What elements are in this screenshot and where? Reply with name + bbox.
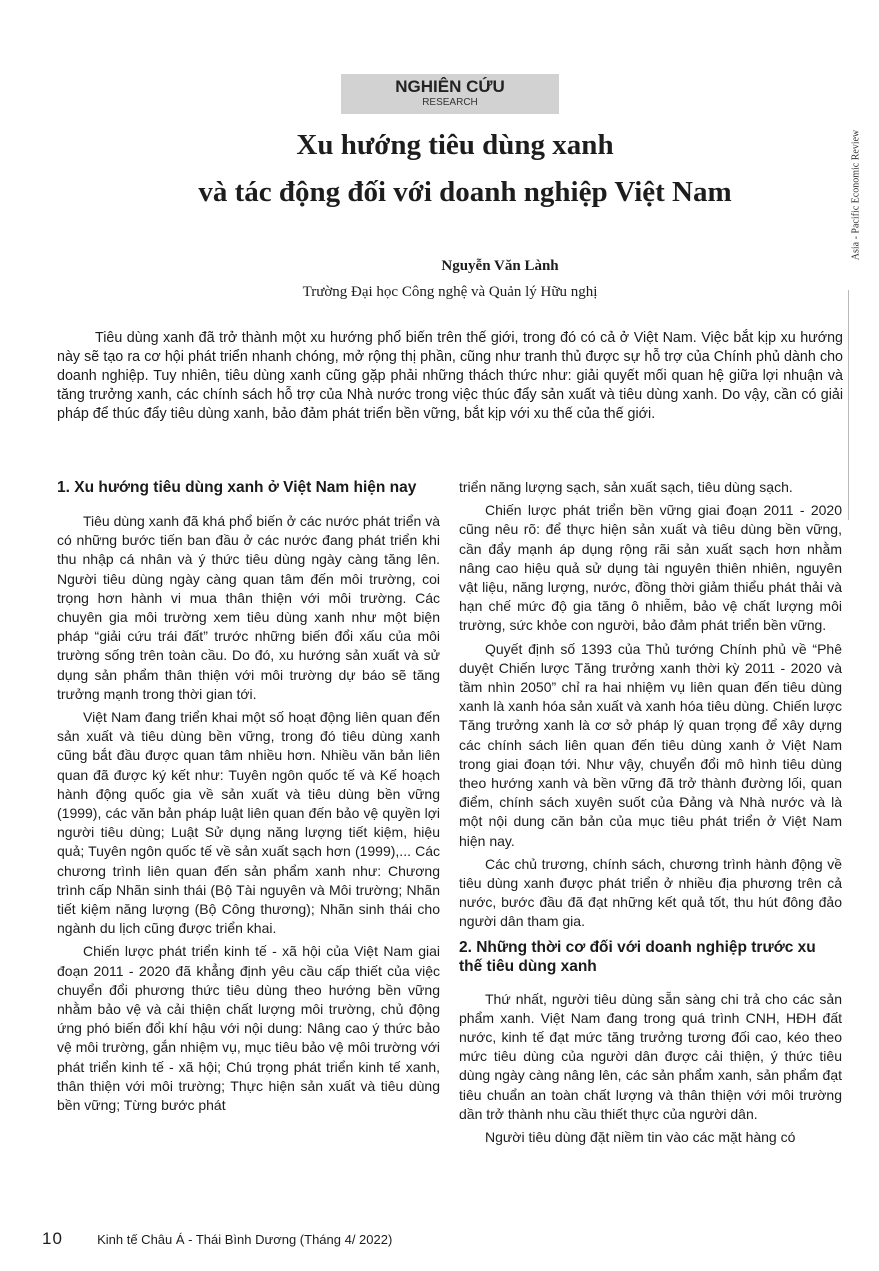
journal-citation: Kinh tế Châu Á - Thái Bình Dương (Tháng 4/ 2022) [97,1232,393,1247]
section-subtitle: RESEARCH [422,97,478,108]
side-divider [848,290,849,520]
article-title-line-2: và tác động đối với doanh nghiệp Việt Nam [198,176,732,208]
section-header [341,74,559,114]
paragraph: Thứ nhất, người tiêu dùng sẵn sàng chi trả cho các sản phẩm xanh. Việt Nam đang trong quá trình CNH, HĐH đất nước, kinh tế đạt mức tăng trưởng tương đối cao, kéo theo mức tiêu dùng của người dân được cải thiện, ý thức tiêu dùng ngày càng nâng lên, các sản phẩm xanh, sản phẩm đạt tiêu chuẩn an toàn chất lượng và thân thiện với môi trường dần trở thành nhu cầu thiết thực của người dân. [459,990,842,1122]
section-1-heading: 1. Xu hướng tiêu dùng xanh ở Việt Nam hiện nay [57,479,417,496]
left-column [57,478,440,1119]
article-title-line-1: Xu hướng tiêu dùng xanh [296,129,614,161]
author-affiliation: Trường Đại học Công nghệ và Quản lý Hữu nghị [302,284,598,300]
paragraph-continuation: triển năng lượng sạch, sản xuất sạch, tiêu dùng sạch. [459,479,793,495]
right-column [459,478,842,1151]
paragraph: Người tiêu dùng đặt niềm tin vào các mặt hàng có [485,1129,796,1146]
paragraph: Việt Nam đang triển khai một số hoạt động liên quan đến sản xuất và tiêu dùng bền vững, trong đó tiêu dùng xanh cũng bắt đầu được quan tâm nhiều hơn. Nhiều văn bản liên quan đã được ký kết như: Tuyên ngôn quốc tế và Kế hoạch hành động quốc gia về sản xuất và tiêu dùng bền vững (1999), các văn bản pháp luật liên quan đến bảo vệ quyền lợi người tiêu dùng; Luật Sử dụng năng lượng tiết kiệm, hiệu quả; Tuyên ngôn quốc tế về sản xuất sạch hơn (1999),... Các chương trình liên quan đến sản phẩm xanh như: Chương trình cấp Nhãn sinh thái (Bộ Tài nguyên và Môi trường; Nhãn tiết kiệm năng lượng (Bộ Công thương); Nhãn sinh thái cho ngành du lịch cũng được triển khai. [57,709,440,937]
page-number: 10 [42,1229,63,1248]
side-label-text: Asia - Pacific Economic Review [850,129,862,261]
abstract: Tiêu dùng xanh đã trở thành một xu hướng phổ biến trên thế giới, trong đó có cả ở Việt Nam. Việc bắt kịp xu hướng này sẽ tạo ra cơ hội phát triển nhanh chóng, mở rộng thị phần, cũng như tranh thủ được sự hỗ trợ của Chính phủ dành cho doanh nghiệp. Tuy nhiên, tiêu dùng xanh cũng gặp phải những thách thức như: giải quyết mối quan hệ giữa lợi nhuận và tăng trưởng xanh, các chính sách hỗ trợ của Nhà nước trong việc thúc đẩy sản xuất và tiêu dùng xanh. Do vậy, cần có giải pháp để thúc đẩy tiêu dùng xanh, bảo đảm phát triển bền vững, bắt kịp với xu thế của thế giới. [57,330,843,422]
paragraph: Các chủ trương, chính sách, chương trình hành động về tiêu dùng xanh được phát triển ở nhiều địa phương trên cả nước, bước đầu đã đạt những kết quả tốt, thu hút đông đảo người dân tham gia. [459,855,842,930]
journal-side-label [850,129,870,261]
paragraph: Quyết định số 1393 của Thủ tướng Chính phủ về “Phê duyệt Chiến lược Tăng trưởng xanh thời kỳ 2011 - 2020 và tầm nhìn 2050” chỉ ra hai nhiệm vụ liên quan đến tiêu dùng xanh là xanh hóa sản xuất và xanh hóa tiêu dùng. Chiến lược Tăng trưởng xanh là cơ sở pháp lý quan trọng để xây dựng các chính sách liên quan đến tiêu dùng xanh ở Việt Nam trong giai đoạn tới. Như vậy, chuyển đổi mô hình tiêu dùng theo hướng xanh và bền vững đã trở thành đường lối, quan điểm, chính sách xuyên suốt của Đảng và Nhà nước và là một nội dung căn bản của mục tiêu phát triển ở Việt Nam hiện nay. [459,640,842,849]
page-footer [42,1230,392,1249]
paragraph: Chiến lược phát triển kinh tế - xã hội của Việt Nam giai đoạn 2011 - 2020 đã khẳng định yêu cầu cấp thiết của việc chuyển đổi phương thức tiêu dùng theo hướng bền vững nhằm bảo vệ và cải thiện chất lượng môi trường, chủ động ứng phó biến đổi khí hậu với nội dung: Nâng cao ý thức bảo vệ môi trường, gắn nhiệm vụ, mục tiêu bảo vệ môi trường với phát triển kinh tế - xã hội; Chú trọng phát triển kinh tế xanh, thân thiện với môi trường; Thực hiện sản xuất và tiêu dùng bền vững; Từng bước phát [57,943,440,1114]
section-title: NGHIÊN CỨU [395,77,505,96]
section-2-heading: 2. Những thời cơ đối với doanh nghiệp trước xu thế tiêu dùng xanh [459,938,816,975]
author-name: Nguyễn Văn Lành [441,258,559,274]
paragraph: Chiến lược phát triển bền vững giai đoạn 2011 - 2020 cũng nêu rõ: để thực hiện sản xuất và tiêu dùng bền vững, cần đẩy mạnh áp dụng rộng rãi sản xuất sạch hơn nhằm nâng cao hiệu quả sử dụng tài nguyên thiên nhiên, nguyên vật liệu, năng lượng, nước, đồng thời giảm thiểu phát thải và hạn chế mức độ gia tăng ô nhiễm, bảo vệ chất lượng môi trường, sức khỏe con người, bảo đảm phát triển bền vững. [459,502,842,634]
paragraph: Tiêu dùng xanh đã khá phổ biến ở các nước phát triển và có những bước tiến ban đầu ở các nước đang phát triển khi thu nhập cá nhân và ý thức tiêu dùng ngày càng tăng lên. Người tiêu dùng ngày càng quan tâm đến môi trường, coi trọng hơn hành vi mua thân thiện với môi trường. Các chuyên gia môi trường xem tiêu dùng xanh như một biện pháp “giải cứu trái đất” trước những biến đổi xấu của môi trường sống trên toàn cầu. Do đó, xu hướng sản xuất và sử dụng sản phẩm thân thiện với môi trường dự báo sẽ tăng trưởng mạnh trong thời gian tới. [57,513,440,702]
